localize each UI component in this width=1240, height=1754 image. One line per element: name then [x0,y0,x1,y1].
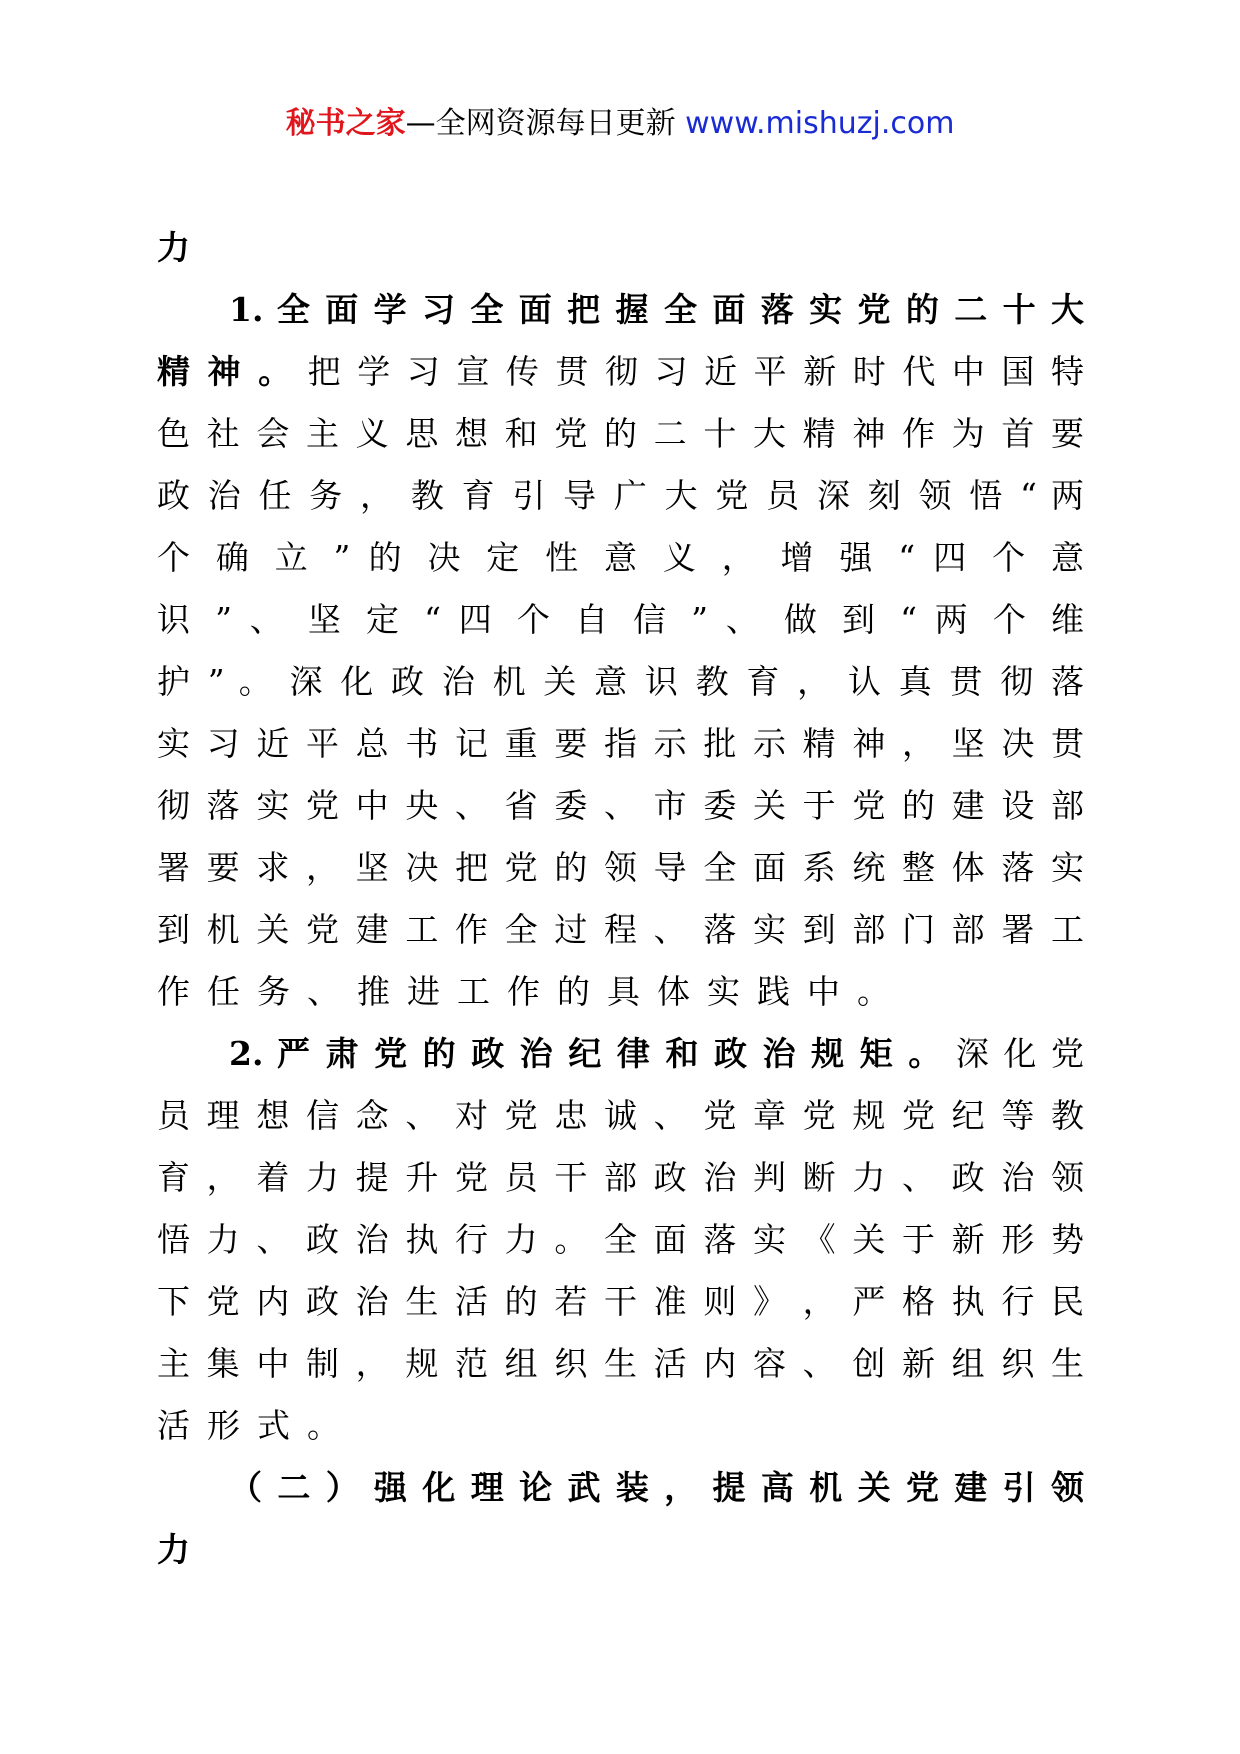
text-line [157,341,1084,403]
text-line [157,1023,1084,1085]
text-line [157,1333,1084,1395]
text-line [157,527,1084,589]
document-body [157,217,1084,1581]
text-line [157,217,1084,279]
text-line [157,465,1084,527]
body-text: 到 机 关 党 建 工 作 全 过 程 、 落 实 到 部 门 部 署 工 [157,910,1084,949]
body-text: 悟 力 、 政 治 执 行 力 。 全 面 落 实 《 关 于 新 形 势 [157,1220,1084,1259]
header-brand: 秘书之家 [285,106,406,141]
body-text: 员 理 想 信 念 、 对 党 忠 诚 、 党 章 党 规 党 纪 等 教 [157,1096,1084,1135]
header-url-link[interactable]: www.mishuzj.com [685,106,955,141]
bold-text: 精 神 。 [157,352,295,391]
text-line [157,589,1084,651]
body-text: 识 ” 、 坚 定 “ 四 个 自 信 ” 、 做 到 “ 两 个 维 [157,600,1084,639]
body-text: 育 ， 着 力 提 升 党 员 干 部 政 治 判 断 力 、 政 治 领 [157,1158,1084,1197]
bold-text: 力 [157,228,207,267]
text-line [157,1457,1084,1519]
text-line [157,1147,1084,1209]
body-text: 署 要 求 ， 坚 决 把 党 的 领 导 全 面 系 统 整 体 落 实 [157,848,1084,887]
text-line [157,403,1084,465]
text-line [157,775,1084,837]
body-text: 实 习 近 平 总 书 记 重 要 指 示 批 示 精 神 ， 坚 决 贯 [157,724,1084,763]
bold-text: （ 二 ） 强 化 理 论 武 装 ， 提 高 机 关 党 建 引 领 [229,1468,1084,1507]
text-line [157,713,1084,775]
body-text: 把 学 习 宣 传 贯 彻 习 近 平 新 时 代 中 国 特 [294,352,1084,391]
text-line [157,651,1084,713]
text-line [157,1519,1084,1581]
bold-text: 力 [157,1530,207,1569]
body-text: 个 确 立 ” 的 决 定 性 意 义 ， 增 强 “ 四 个 意 [157,538,1084,577]
body-text: 作任务、推进工作的具体实践中。 [157,972,907,1011]
text-line [157,1085,1084,1147]
body-text: 主 集 中 制 ， 规 范 组 织 生 活 内 容 、 创 新 组 织 生 [157,1344,1084,1383]
text-line [157,279,1084,341]
text-line [157,1395,1084,1457]
bold-text: 2. 严 肃 党 的 政 治 纪 律 和 政 治 规 矩 。 [229,1034,944,1073]
body-text: 色 社 会 主 义 思 想 和 党 的 二 十 大 精 神 作 为 首 要 [157,414,1084,453]
body-text: 活形式。 [157,1406,357,1445]
body-text: 深 化 党 [943,1034,1084,1073]
text-line [157,1209,1084,1271]
text-line [157,961,1084,1023]
body-text: 彻 落 实 党 中 央 、 省 委 、 市 委 关 于 党 的 建 设 部 [157,786,1084,825]
bold-text: 1. 全 面 学 习 全 面 把 握 全 面 落 实 党 的 二 十 大 [229,290,1084,329]
header-slogan: —全网资源每日更新 [405,106,676,141]
text-line [157,899,1084,961]
text-line [157,837,1084,899]
body-text: 护 ” 。 深 化 政 治 机 关 意 识 教 育 ， 认 真 贯 彻 落 [157,662,1084,701]
site-header [0,104,1240,144]
body-text: 政 治 任 务 ， 教 育 引 导 广 大 党 员 深 刻 领 悟 “ 两 [157,476,1084,515]
body-text: 下 党 内 政 治 生 活 的 若 干 准 则 》 ， 严 格 执 行 民 [157,1282,1084,1321]
text-line [157,1271,1084,1333]
